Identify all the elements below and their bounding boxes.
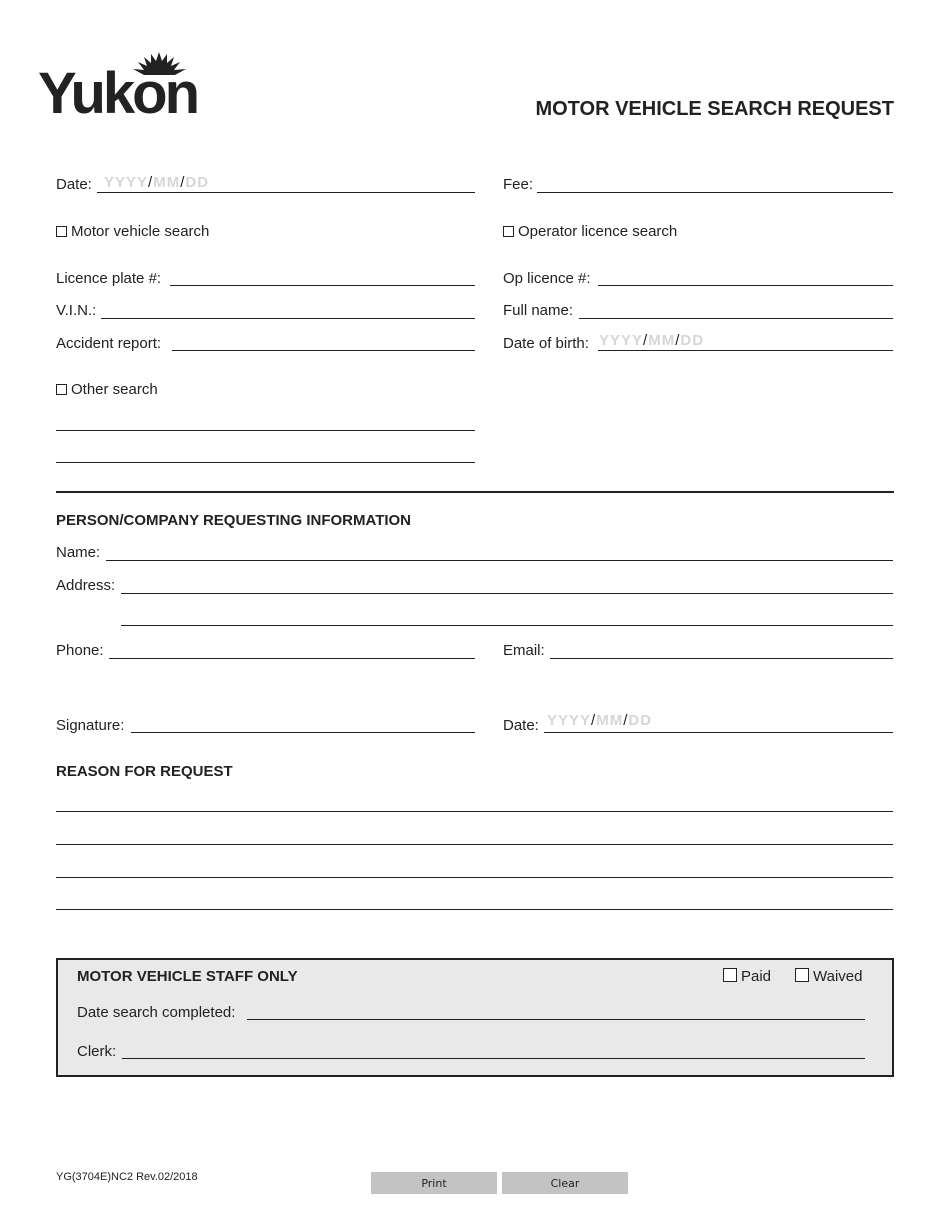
name-input[interactable]: [106, 540, 893, 560]
reason-line-1: [56, 811, 893, 812]
clerk-label: Clerk:: [77, 1043, 117, 1060]
signature-date-input[interactable]: [547, 712, 652, 729]
accident-report-input[interactable]: [172, 330, 475, 350]
motor-vehicle-search-option[interactable]: [56, 223, 209, 240]
reason-input-1[interactable]: [56, 791, 893, 811]
waived-label: Waived: [813, 968, 863, 985]
dob-month-placeholder: MM: [648, 332, 676, 349]
sig-date-month-placeholder: MM: [596, 712, 624, 729]
fee-label: Fee:: [503, 176, 534, 193]
form-number: YG(3704E)NC2 Rev.02/2018: [56, 1171, 198, 1183]
operator-licence-search-option[interactable]: [503, 223, 677, 240]
paid-checkbox[interactable]: [723, 968, 737, 982]
other-search-checkbox[interactable]: [56, 384, 67, 395]
reason-section-title: REASON FOR REQUEST: [56, 763, 233, 780]
date-month-placeholder: MM: [153, 174, 181, 191]
fee-input[interactable]: [537, 172, 893, 192]
signature-line: [131, 732, 475, 733]
date-year-placeholder: YYYY: [104, 174, 149, 191]
motor-vehicle-search-checkbox[interactable]: [56, 226, 67, 237]
reason-line-2: [56, 844, 893, 845]
email-input[interactable]: [550, 638, 893, 658]
logo-wordmark: Yukon: [38, 61, 198, 126]
dob-year-placeholder: YYYY: [599, 332, 644, 349]
date-line: [97, 192, 475, 193]
email-label: Email:: [503, 642, 545, 659]
sig-date-year-placeholder: YYYY: [547, 712, 592, 729]
paid-option[interactable]: [723, 968, 771, 985]
dob-day-placeholder: DD: [680, 332, 705, 349]
full-name-line: [579, 318, 893, 319]
address-label: Address:: [56, 577, 116, 594]
section-divider: [56, 491, 894, 493]
date-completed-line: [247, 1019, 865, 1020]
phone-line: [109, 658, 475, 659]
clear-button[interactable]: Clear: [502, 1172, 628, 1194]
address-input-2[interactable]: [121, 605, 893, 625]
yukon-logo: [38, 52, 213, 124]
vin-line: [101, 318, 475, 319]
vin-label: V.I.N.:: [56, 302, 97, 319]
signature-label: Signature:: [56, 717, 125, 734]
phone-label: Phone:: [56, 642, 104, 659]
staff-section-title: MOTOR VEHICLE STAFF ONLY: [77, 968, 298, 985]
print-button[interactable]: Print: [371, 1172, 497, 1194]
dob-input[interactable]: [599, 332, 704, 349]
waived-option[interactable]: [795, 968, 862, 985]
licence-plate-input[interactable]: [170, 266, 475, 286]
fee-line: [537, 192, 893, 193]
date-day-placeholder: DD: [185, 174, 210, 191]
full-name-label: Full name:: [503, 302, 574, 319]
reason-line-3: [56, 877, 893, 878]
dob-line: [598, 350, 893, 351]
requester-section-title: PERSON/COMPANY REQUESTING INFORMATION: [56, 512, 412, 529]
address-input-1[interactable]: [121, 573, 893, 593]
date-separator: /: [643, 332, 649, 349]
date-label: Date:: [56, 176, 92, 193]
name-label: Name:: [56, 544, 101, 561]
sig-date-day-placeholder: DD: [628, 712, 653, 729]
operator-licence-search-checkbox[interactable]: [503, 226, 514, 237]
date-separator: /: [180, 174, 186, 191]
address-line-2: [121, 625, 893, 626]
motor-vehicle-search-label: Motor vehicle search: [71, 223, 210, 240]
signature-input[interactable]: [131, 712, 475, 732]
dob-label: Date of birth:: [503, 335, 589, 352]
op-licence-input[interactable]: [598, 266, 893, 286]
form-title: MOTOR VEHICLE SEARCH REQUEST: [535, 98, 894, 120]
date-input[interactable]: [104, 174, 209, 191]
reason-input-4[interactable]: [56, 889, 893, 909]
address-line-1: [121, 593, 893, 594]
date-separator: /: [675, 332, 681, 349]
paid-label: Paid: [741, 968, 772, 985]
phone-input[interactable]: [109, 638, 475, 658]
signature-date-line: [544, 732, 893, 733]
email-line: [550, 658, 893, 659]
clerk-input[interactable]: [122, 1038, 865, 1058]
date-separator: /: [148, 174, 154, 191]
reason-input-3[interactable]: [56, 857, 893, 877]
other-search-label: Other search: [71, 381, 158, 398]
date-separator: /: [591, 712, 597, 729]
name-line: [106, 560, 893, 561]
other-search-line-1: [56, 430, 475, 431]
date-completed-input[interactable]: [247, 999, 865, 1019]
date-separator: /: [623, 712, 629, 729]
full-name-input[interactable]: [579, 298, 893, 318]
clerk-line: [122, 1058, 865, 1059]
accident-report-line: [172, 350, 475, 351]
reason-line-4: [56, 909, 893, 910]
op-licence-label: Op licence #:: [503, 270, 591, 287]
other-search-input-2[interactable]: [56, 442, 475, 462]
accident-report-label: Accident report:: [56, 335, 162, 352]
vin-input[interactable]: [101, 298, 475, 318]
date-completed-label: Date search completed:: [77, 1004, 236, 1021]
licence-plate-label: Licence plate #:: [56, 270, 162, 287]
other-search-option[interactable]: [56, 381, 158, 398]
signature-date-label: Date:: [503, 717, 539, 734]
operator-licence-search-label: Operator licence search: [518, 223, 678, 240]
waived-checkbox[interactable]: [795, 968, 809, 982]
other-search-line-2: [56, 462, 475, 463]
other-search-input-1[interactable]: [56, 410, 475, 430]
reason-input-2[interactable]: [56, 824, 893, 844]
